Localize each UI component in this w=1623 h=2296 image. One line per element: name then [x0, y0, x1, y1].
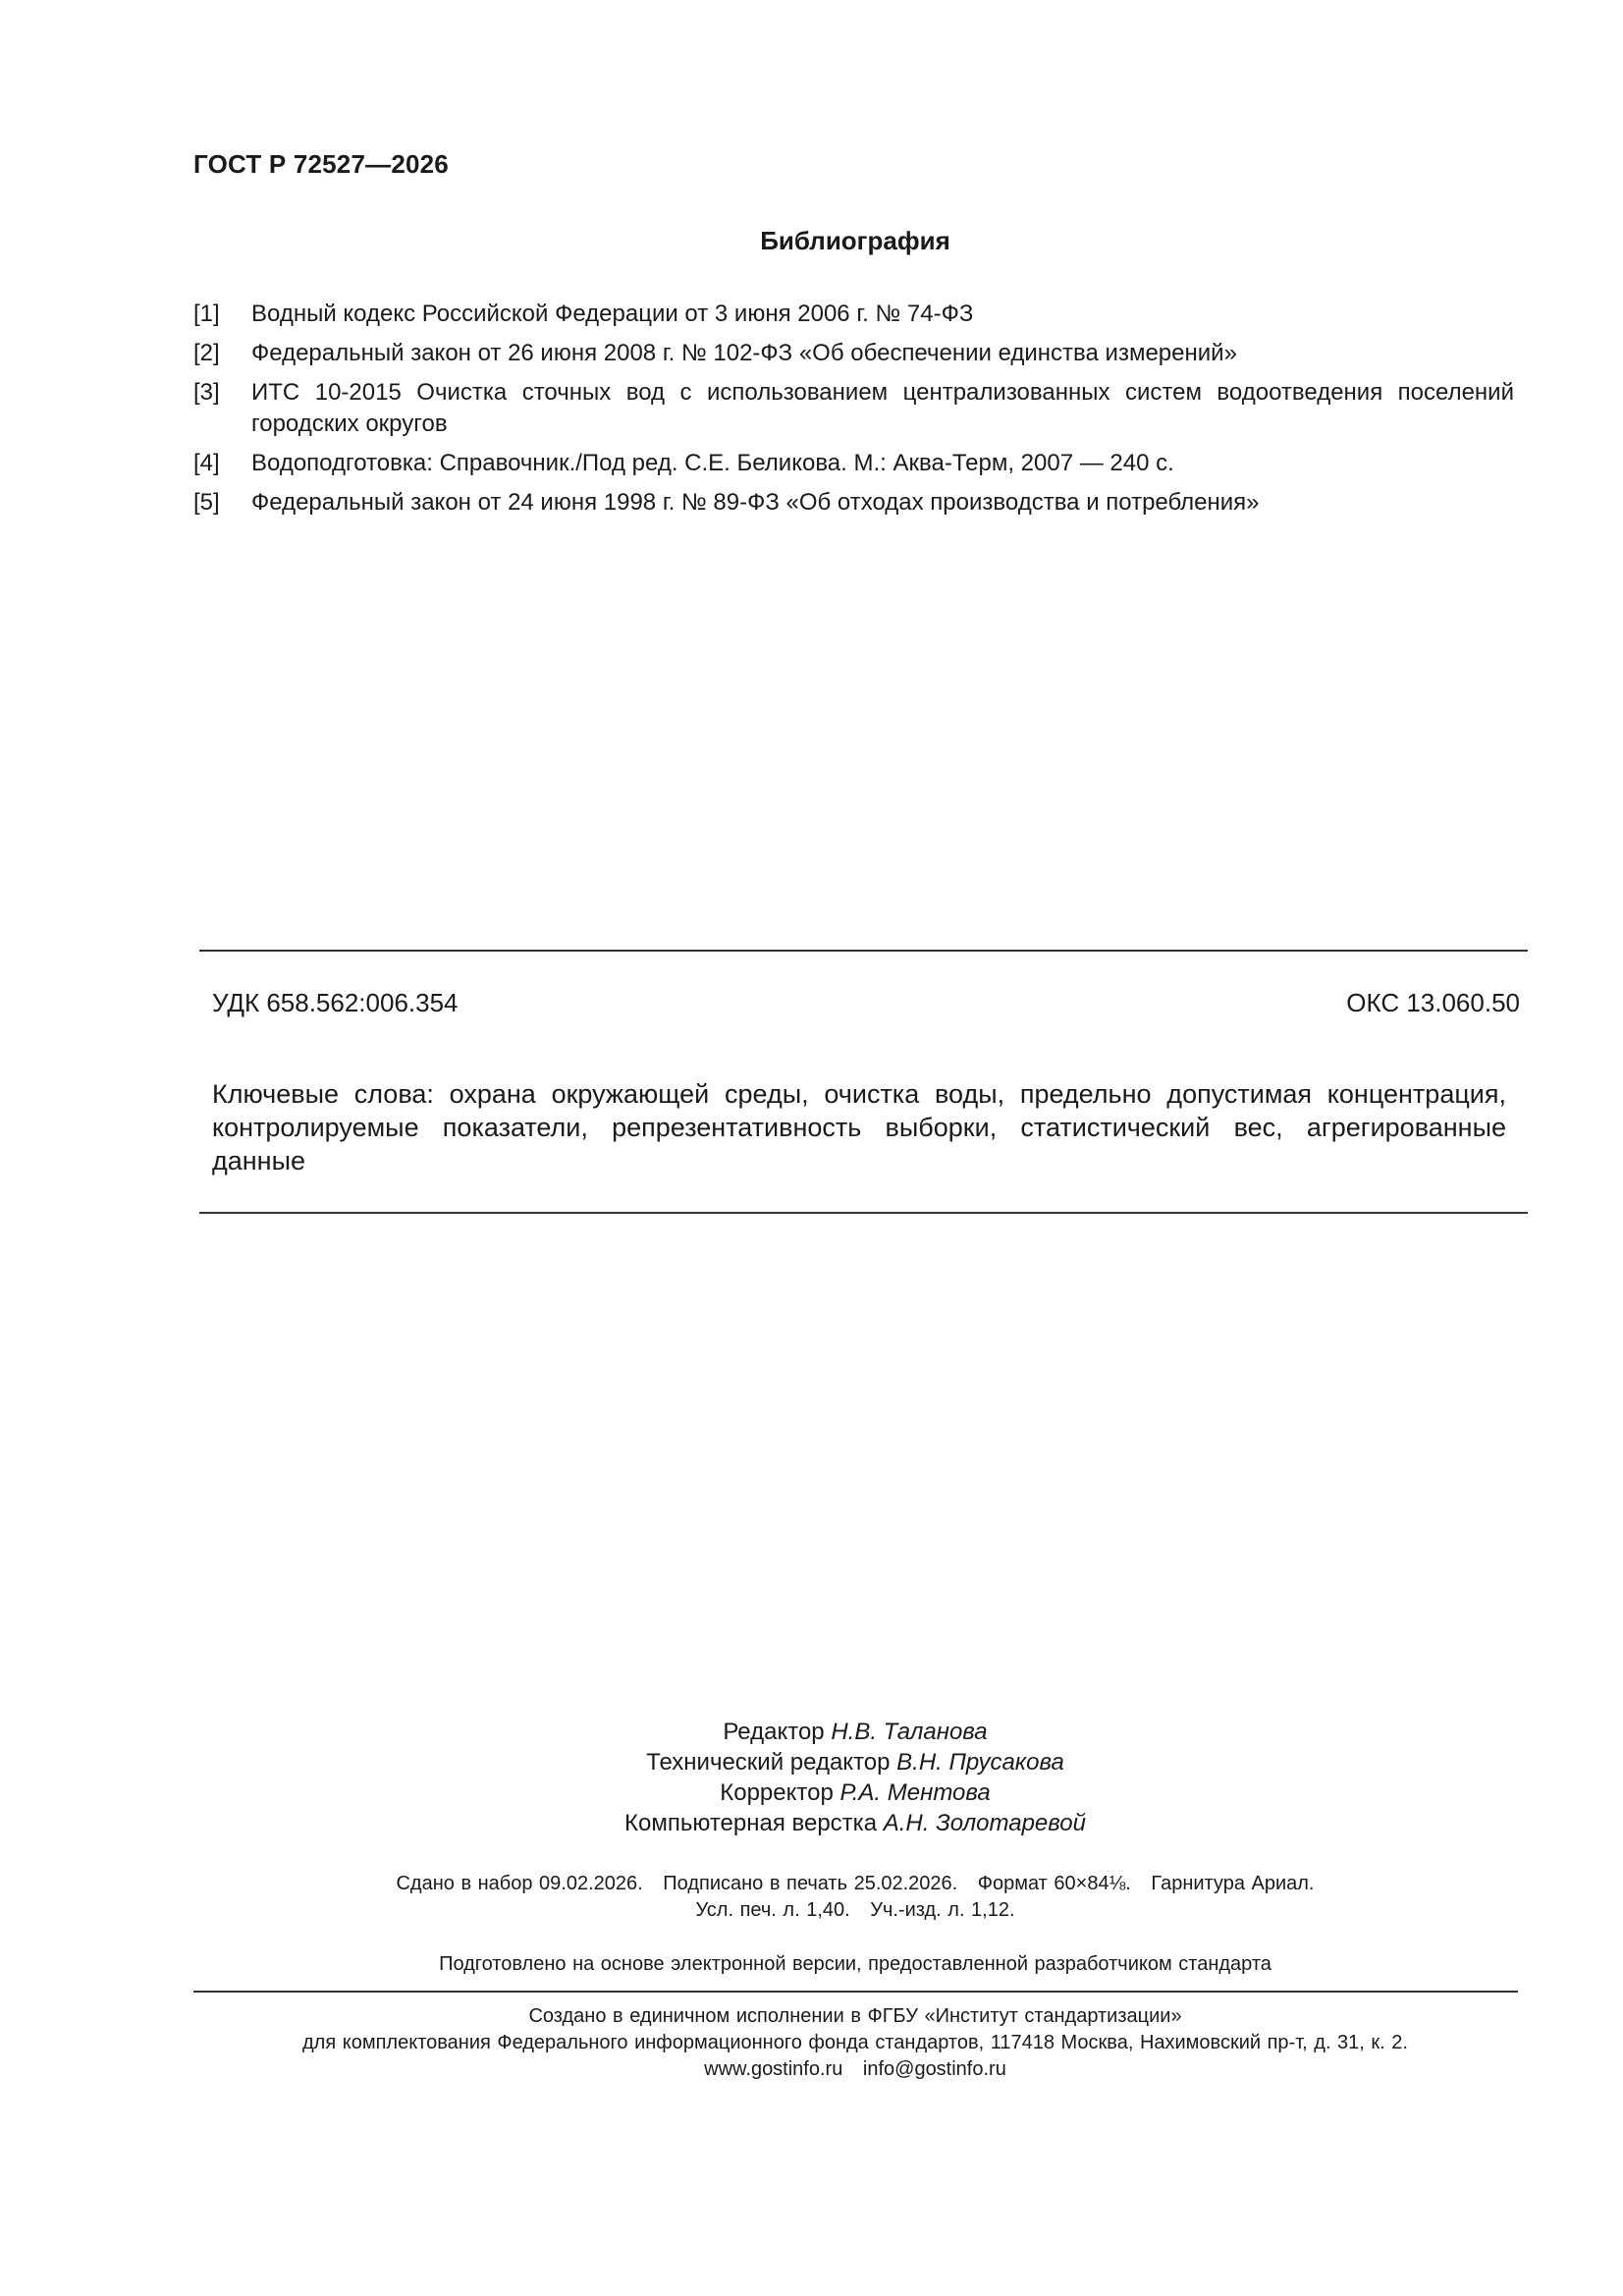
imprint-prepared: Подготовлено на основе электронной версии, предоставленной разработчиком стандарта	[439, 1953, 1271, 1975]
bibliography-item-number: [1]	[193, 301, 220, 327]
imprint-created-line-1: Создано в единичном исполнении в ФГБУ «Институт стандартизации»	[528, 2005, 1182, 2027]
bibliography-item-text: Водоподготовка: Справочник./Под ред. С.Е. Беликова. М.: Аква-Терм, 2007 — 240 с.	[251, 450, 1174, 476]
imprint-line-1	[0, 1871, 1623, 1897]
oks-code: ОКС 13.060.50	[1346, 988, 1520, 1017]
credit-tech-editor	[0, 1747, 1623, 1777]
imprint-print-sheets: Усл. печ. л. 1,40.	[695, 1899, 850, 1921]
imprint-details	[0, 1871, 1623, 1924]
imprint-pub-sheets: Уч.-изд. л. 1,12.	[870, 1899, 1015, 1921]
imprint-signed: Подписано в печать 25.02.2026.	[663, 1873, 958, 1894]
credits-block	[0, 1717, 1623, 1838]
bibliography-item-text: Федеральный закон от 26 июня 2008 г. № 102-ФЗ «Об обеспечении единства измерений»	[251, 340, 1237, 366]
credit-corrector-label: Корректор	[720, 1779, 834, 1806]
bibliography-item-number: [5]	[193, 489, 220, 516]
website-link[interactable]: www.gostinfo.ru	[704, 2058, 843, 2080]
udk-code: УДК 658.562:006.354	[212, 988, 459, 1017]
divider-imprint	[193, 1991, 1518, 1993]
credit-tech-editor-name: В.Н. Прусакова	[896, 1749, 1064, 1776]
keywords: Ключевые слова: охрана окружающей среды, очистка воды, предельно допустимая концентрация, контролируемые показатели, репрезентативность выборки, статистический вес, агрегированные данные	[212, 1079, 1506, 1175]
divider-bottom	[199, 1212, 1528, 1214]
imprint-created-line-2: для комплектования Федерального информационного фонда стандартов, 117418 Москва, Нахимовский пр-т, д. 31, к. 2.	[302, 2032, 1408, 2053]
credit-editor-name: Н.В. Таланова	[831, 1719, 988, 1745]
imprint-contacts	[0, 2056, 1623, 2083]
bibliography-item-number: [2]	[193, 340, 220, 366]
credit-corrector	[0, 1777, 1623, 1808]
bibliography-title: Библиография	[760, 226, 950, 255]
imprint-typeset: Сдано в набор 09.02.2026.	[396, 1873, 643, 1894]
bibliography-item	[193, 338, 1514, 369]
divider-top	[199, 950, 1528, 952]
imprint-created	[0, 2003, 1623, 2083]
email-link[interactable]: info@gostinfo.ru	[862, 2058, 1006, 2080]
bibliography-item	[193, 487, 1514, 519]
bibliography-item-number: [4]	[193, 450, 220, 476]
imprint-typeface: Гарнитура Ариал.	[1151, 1873, 1315, 1894]
credit-layout-label: Компьютерная верстка	[624, 1810, 878, 1836]
credit-editor-label: Редактор	[723, 1719, 825, 1745]
bibliography-item-number: [3]	[193, 379, 220, 406]
bibliography-item	[193, 377, 1514, 440]
bibliography-list	[193, 299, 1514, 526]
standard-number: ГОСТ Р 72527—2026	[193, 149, 449, 179]
credit-layout	[0, 1808, 1623, 1838]
bibliography-item-text: Федеральный закон от 24 июня 1998 г. № 89-ФЗ «Об отходах производства и потребления»	[251, 489, 1260, 516]
credit-corrector-name: Р.А. Ментова	[839, 1779, 991, 1806]
credit-tech-editor-label: Технический редактор	[646, 1749, 891, 1776]
imprint-format: Формат 60×84⅛.	[977, 1873, 1131, 1894]
bibliography-item-text: Водный кодекс Российской Федерации от 3 июня 2006 г. № 74-ФЗ	[251, 301, 974, 327]
credit-layout-name: А.Н. Золотаревой	[883, 1810, 1086, 1836]
bibliography-item	[193, 299, 1514, 330]
bibliography-item-text: ИТС 10-2015 Очистка сточных вод с использованием централизованных систем водоотведения поселений городских округов	[251, 379, 1514, 437]
imprint-line-2	[0, 1897, 1623, 1924]
bibliography-item	[193, 448, 1514, 479]
credit-editor	[0, 1717, 1623, 1747]
